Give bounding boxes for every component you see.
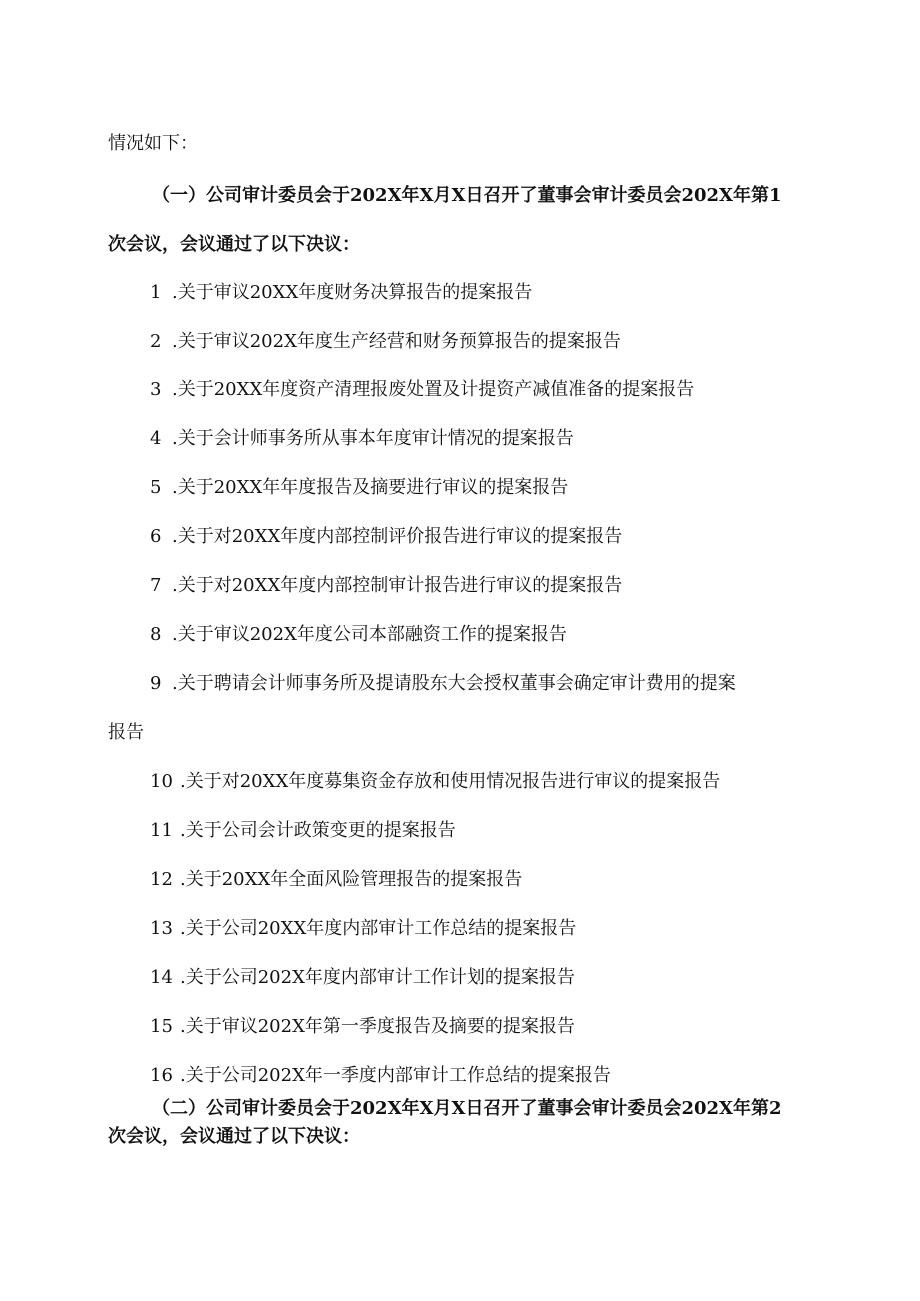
item-number: 9 <box>150 673 162 694</box>
list-item <box>150 476 568 500</box>
section-2-heading-line-2: 次会议，会议通过了以下决议： <box>108 1126 360 1147</box>
intro-text: 情况如下： <box>108 133 198 154</box>
list-item <box>150 917 576 941</box>
item-number: 14 <box>150 967 173 988</box>
item-text: .关于公司202X年度内部审计工作计划的提案报告 <box>180 967 575 988</box>
item-text: .关于对20XX年度内部控制审计报告进行审议的提案报告 <box>172 575 623 596</box>
item-text: .关于公司20XX年度内部审计工作总结的提案报告 <box>180 918 577 939</box>
item-text: .关于20XX年全面风险管理报告的提案报告 <box>180 869 523 890</box>
item-text: .关于审议20XX年度财务决算报告的提案报告 <box>172 282 533 303</box>
item-number: 6 <box>150 526 162 547</box>
list-item <box>150 819 456 843</box>
item-text: .关于审议202X年度公司本部融资工作的提案报告 <box>172 624 567 645</box>
list-item <box>150 378 694 402</box>
item-number: 5 <box>150 477 162 498</box>
list-item-continuation: 报告 <box>108 722 144 743</box>
item-number: 10 <box>150 771 173 792</box>
item-number: 15 <box>150 1016 173 1037</box>
item-text: .关于公司会计政策变更的提案报告 <box>180 820 456 841</box>
item-number: 13 <box>150 918 173 939</box>
list-item <box>150 281 532 305</box>
item-text: .关于审议202X年第一季度报告及摘要的提案报告 <box>180 1016 575 1037</box>
item-number: 7 <box>150 575 162 596</box>
list-item <box>150 623 567 647</box>
item-text: .关于20XX年年度报告及摘要进行审议的提案报告 <box>172 477 569 498</box>
item-number: 11 <box>150 820 173 841</box>
list-item <box>150 868 522 892</box>
item-number: 12 <box>150 869 173 890</box>
list-item <box>150 966 575 990</box>
list-item <box>150 574 622 598</box>
list-item <box>150 525 622 549</box>
item-number: 3 <box>150 379 162 400</box>
item-text: .关于公司202X年一季度内部审计工作总结的提案报告 <box>180 1065 611 1086</box>
item-text: .关于20XX年度资产清理报废处置及计提资产减值准备的提案报告 <box>172 379 695 400</box>
section-1-heading-line-1: （一）公司审计委员会于202X年X月X日召开了董事会审计委员会202X年第1 <box>152 185 782 206</box>
list-item <box>150 672 736 696</box>
item-text: .关于会计师事务所从事本年度审计情况的提案报告 <box>172 428 574 449</box>
item-number: 8 <box>150 624 162 645</box>
list-item <box>150 427 574 451</box>
section-2-heading-line-1: （二）公司审计委员会于202X年X月X日召开了董事会审计委员会202X年第2 <box>152 1098 782 1119</box>
item-number: 16 <box>150 1065 173 1086</box>
item-text: .关于聘请会计师事务所及提请股东大会授权董事会确定审计费用的提案 <box>172 673 736 694</box>
item-number: 4 <box>150 428 162 449</box>
list-item <box>150 330 621 354</box>
item-text: .关于对20XX年度募集资金存放和使用情况报告进行审议的提案报告 <box>180 771 721 792</box>
list-item <box>150 1015 575 1039</box>
section-1-heading-line-2: 次会议，会议通过了以下决议： <box>108 234 360 255</box>
item-number: 1 <box>150 282 162 303</box>
item-text: .关于对20XX年度内部控制评价报告进行审议的提案报告 <box>172 526 623 547</box>
list-item <box>150 770 720 794</box>
list-item <box>150 1064 611 1088</box>
item-text: .关于审议202X年度生产经营和财务预算报告的提案报告 <box>172 331 621 352</box>
item-number: 2 <box>150 331 162 352</box>
